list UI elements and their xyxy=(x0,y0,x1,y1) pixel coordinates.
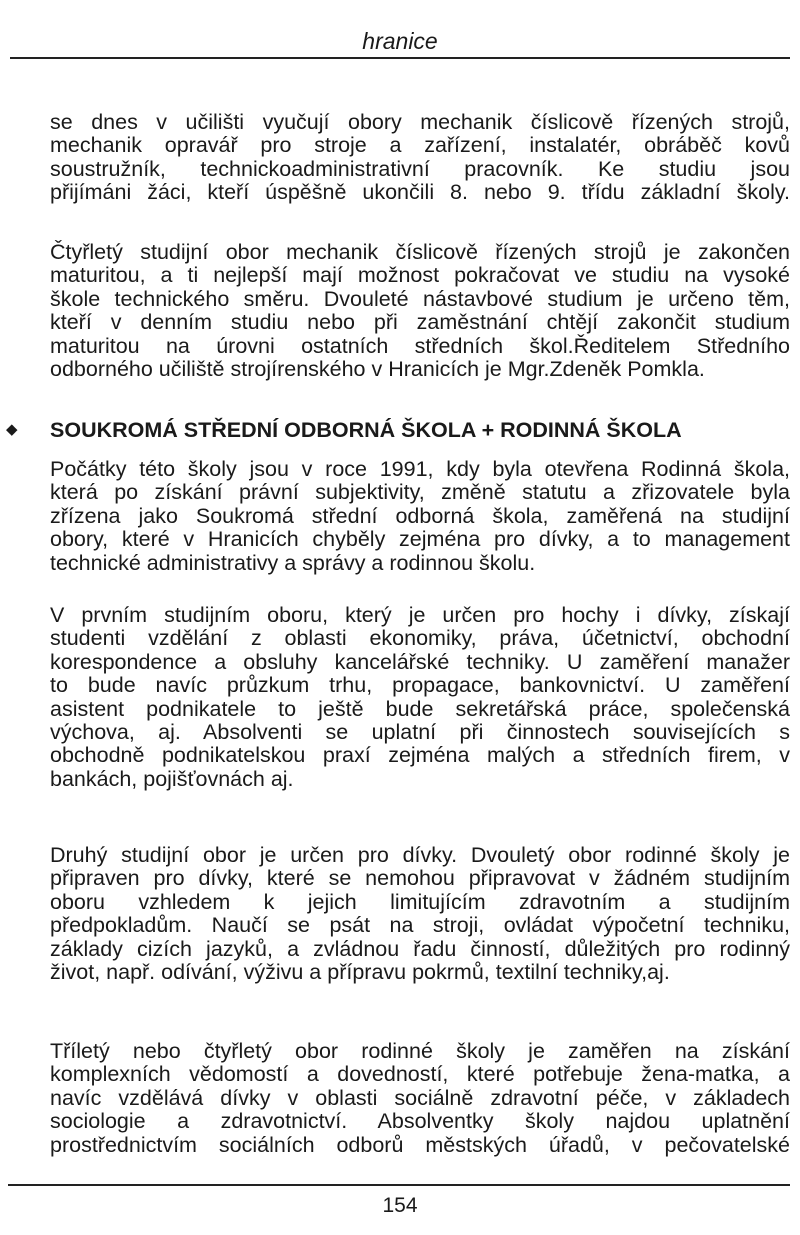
text-line: navíc vzdělává dívky v oblasti sociálně zdravotní péče, v základech xyxy=(50,1085,790,1110)
text-line: škole technického směru. Dvouleté nástavbové studium je určeno těm, xyxy=(50,286,790,311)
header-rule xyxy=(10,57,790,59)
text-line: předpokladům. Naučí se psát na stroji, ovládat výpočetní techniku, xyxy=(50,913,790,938)
page-number: 154 xyxy=(382,1194,418,1217)
paragraph-6 xyxy=(50,1040,790,1157)
running-header: hranice xyxy=(362,28,438,54)
text-line: sociologie a zdravotnictví. Absolventky školy najdou uplatnění xyxy=(50,1109,790,1134)
text-line: Počátky této školy jsou v roce 1991, kdy byla otevřena Rodinná škola, xyxy=(50,457,790,481)
text-line: maturitou na úrovni ostatních středních škol.Ředitelem Středního xyxy=(50,333,790,358)
text-line: maturitou, a ti nejlepší mají možnost pokračovat ve studiu na vysoké xyxy=(50,263,790,288)
text-line: oboru vzhledem k jejich limitujícím zdravotním a studijním xyxy=(50,889,790,914)
text-line: V prvním studijním oboru, který je určen pro hochy i dívky, získají xyxy=(50,603,790,627)
text-line: se dnes v učilišti vyučují obory mechanik číslicově řízených strojů, xyxy=(50,110,790,134)
text-line: technické administrativy a správy a rodinnou školu. xyxy=(50,550,536,575)
bullet-icon: ◆ xyxy=(6,421,18,438)
paragraph-3 xyxy=(50,458,790,575)
text-line: bankách, pojišťovnách aj. xyxy=(50,766,294,791)
text-line: prostřednictvím sociálních odborů městských úřadů, v pečovatelské xyxy=(50,1132,790,1157)
text-line: korespondence a obsluhy kancelářské techniky. U zaměření manažer xyxy=(50,649,790,674)
text-line: výchova, aj. Absolventi se uplatní při činnostech souvisejících s xyxy=(50,720,790,745)
text-line: to bude navíc průzkum trhu, propagace, bankovnictví. U zaměření xyxy=(50,673,790,698)
text-line: zřízena jako Soukromá střední odborná škola, zaměřená na studijní xyxy=(50,503,790,528)
text-line: připraven pro dívky, které se nemohou připravovat v žádném studijním xyxy=(50,866,790,891)
text-line: komplexních vědomostí a dovedností, které potřebuje žena-matka, a xyxy=(50,1062,790,1087)
section-heading: SOUKROMÁ STŘEDNÍ ODBORNÁ ŠKOLA + RODINNÁ ŠKOLA xyxy=(50,418,682,442)
text-line: Čtyřletý studijní obor mechanik číslicově řízených strojů je zakončen xyxy=(50,240,790,264)
footer-rule xyxy=(8,1184,790,1186)
paragraph-5 xyxy=(50,844,790,984)
text-line: základy cizích jazyků, a zvládnou řadu činností, důležitých pro rodinný xyxy=(50,936,790,961)
text-line: kteří v denním studiu nebo při zaměstnání chtějí zakončit studium xyxy=(50,310,790,335)
paragraph-2 xyxy=(50,241,790,381)
text-line: studenti vzdělání z oblasti ekonomiky, práva, účetnictví, obchodní xyxy=(50,626,790,651)
text-line: odborného učiliště strojírenského v Hranicích je Mgr.Zdeněk Pomkla. xyxy=(50,357,705,382)
text-line: Druhý studijní obor je určen pro dívky. Dvouletý obor rodinné školy je xyxy=(50,843,790,867)
text-line: obory, které v Hranicích chyběly zejména pro dívky, a to management xyxy=(50,527,790,552)
text-line: mechanik opravář pro stroje a zařízení, instalatér, obráběč kovů xyxy=(50,133,790,158)
text-line: Tříletý nebo čtyřletý obor rodinné školy je zaměřen na získání xyxy=(50,1039,790,1063)
text-line: asistent podnikatele to ještě bude sekretářská práce, společenská xyxy=(50,696,790,721)
text-line: přijímáni žáci, kteří úspěšně ukončili 8. nebo 9. třídu základní školy. xyxy=(50,180,790,205)
text-line: která po získání právní subjektivity, změně statutu a zřizovatele byla xyxy=(50,480,790,505)
paragraph-4 xyxy=(50,604,790,791)
paragraph-1 xyxy=(50,111,790,205)
text-line: život, např. odívání, výživu a přípravu pokrmů, textilní techniky,aj. xyxy=(50,960,670,985)
text-line: obchodně podnikatelskou praxí zejména malých a středních firem, v xyxy=(50,743,790,768)
text-line: soustružník, technickoadministrativní pracovník. Ke studiu jsou xyxy=(50,156,790,181)
